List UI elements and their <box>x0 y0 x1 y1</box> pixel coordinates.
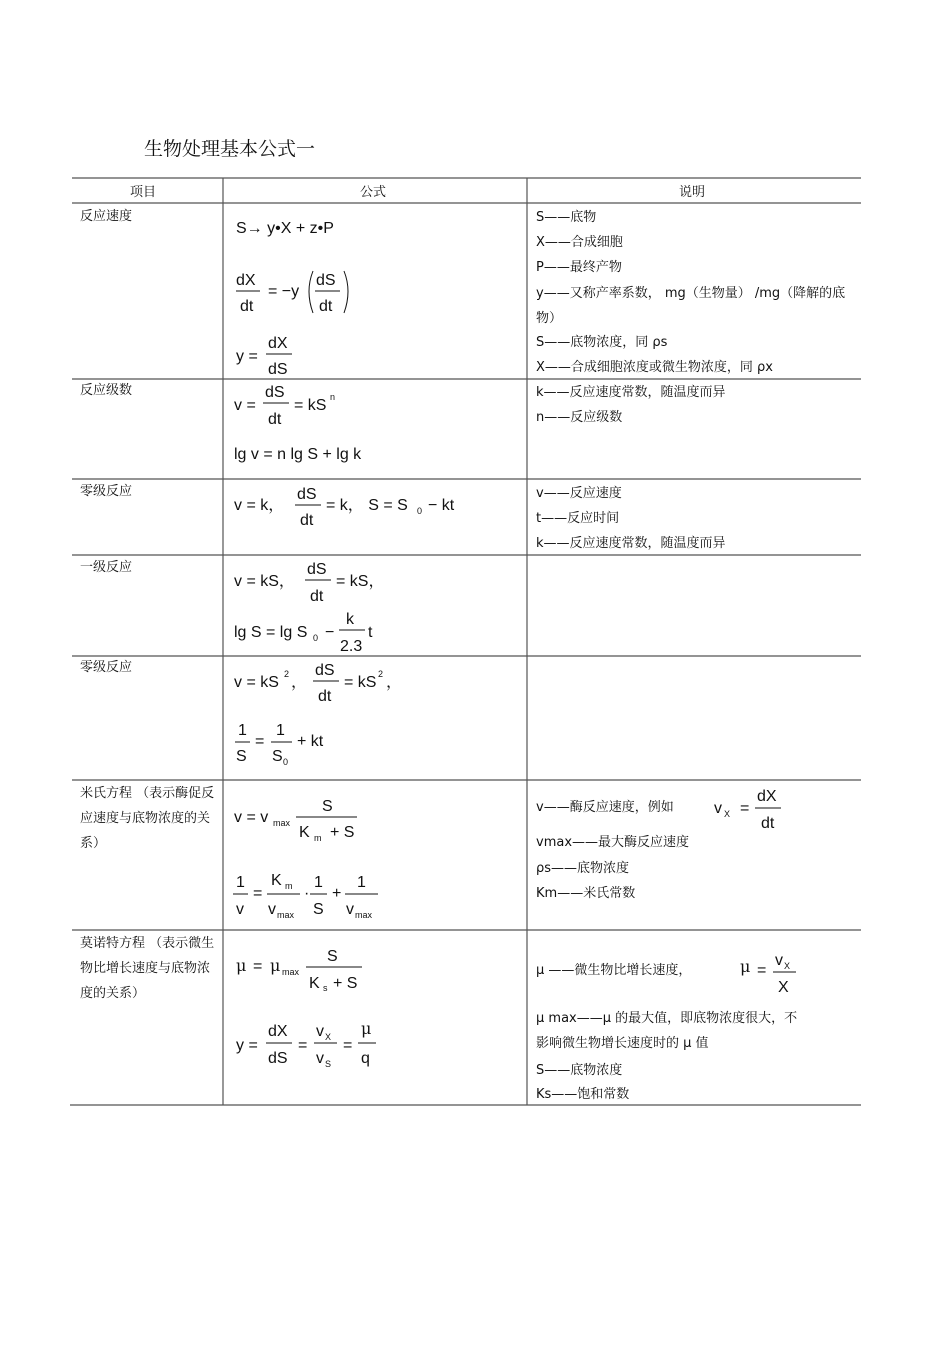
note-cells: X——合成细胞 <box>536 235 623 250</box>
svg-text:= kS: = kS <box>344 674 377 691</box>
svg-text:y =: y = <box>236 348 258 365</box>
note-yield: y——又称产率系数， mg（生物量） /mg（降解的底物） <box>536 286 846 326</box>
svg-text:2: 2 <box>378 669 384 679</box>
svg-text:v =: v = <box>234 397 256 414</box>
page-title: 生物处理基本公式一 <box>144 138 316 160</box>
svg-text:v: v <box>316 1050 324 1067</box>
formula-log-order: lg v = n lg S + lg k <box>234 446 362 463</box>
svg-text:+: + <box>332 885 342 902</box>
note-mu-max-cont: 影响微生物增长速度时的 μ 值 <box>536 1036 709 1051</box>
note-rate: v——反应速度 <box>536 486 622 501</box>
svg-text:dt: dt <box>319 298 333 315</box>
svg-text:S: S <box>272 748 283 765</box>
svg-text:，: ， <box>291 674 308 691</box>
svg-text:dX: dX <box>236 272 256 289</box>
svg-text:X: X <box>724 809 731 819</box>
svg-text:X: X <box>778 979 789 996</box>
header-formula: 公式 <box>360 185 387 200</box>
svg-text:dS: dS <box>265 384 285 401</box>
svg-text:+ S: + S <box>333 975 358 992</box>
svg-text:+ kt: + kt <box>297 733 324 750</box>
formula-substrate-reaction: S→ y•X + z•P <box>236 220 334 237</box>
note-order: n——反应级数 <box>536 410 623 425</box>
svg-text:max: max <box>355 910 373 920</box>
svg-text:dS: dS <box>307 561 327 578</box>
svg-text:+ S: + S <box>330 824 355 841</box>
header-note: 说明 <box>679 185 706 200</box>
note-substrate-conc-2: ρs——底物浓度 <box>536 861 630 876</box>
svg-text:K: K <box>271 872 282 889</box>
svg-text:0: 0 <box>283 757 289 767</box>
svg-text:μ: μ <box>361 1019 372 1038</box>
svg-text:m: m <box>314 833 322 843</box>
svg-text:v: v <box>346 901 354 918</box>
svg-text:K: K <box>299 824 310 841</box>
svg-text:=: = <box>255 733 265 750</box>
svg-text:max: max <box>277 910 295 920</box>
svg-text:m: m <box>285 881 293 891</box>
svg-text:S: S <box>236 748 247 765</box>
svg-text:·: · <box>304 885 310 902</box>
note-substrate-conc-3: S——底物浓度 <box>536 1063 623 1078</box>
svg-text:=: = <box>343 1037 353 1054</box>
svg-text:2.3: 2.3 <box>340 638 363 655</box>
svg-text:0: 0 <box>313 633 319 643</box>
note-km: Km——米氏常数 <box>536 886 636 901</box>
svg-text:= k， S = S: = k， S = S <box>326 497 408 514</box>
note-product: P——最终产物 <box>536 260 622 275</box>
svg-text:μ: μ <box>236 956 247 975</box>
svg-text:lg S = lg S: lg S = lg S <box>234 624 308 641</box>
svg-text:，: ， <box>386 674 403 691</box>
svg-text:=: = <box>757 962 767 979</box>
note-substrate-conc: S——底物浓度，同 ρs <box>536 335 668 350</box>
svg-text:=: = <box>253 885 263 902</box>
svg-text:dX: dX <box>268 335 288 352</box>
item-zero-order: 零级反应 <box>80 484 133 499</box>
note-time: t——反应时间 <box>536 511 620 526</box>
svg-text:dt: dt <box>761 815 775 832</box>
svg-text:dS: dS <box>297 486 317 503</box>
svg-text:v = kS，: v = kS， <box>234 573 295 590</box>
svg-text:μ: μ <box>270 956 281 975</box>
svg-text:μ: μ <box>740 957 751 976</box>
svg-text:dX: dX <box>268 1023 288 1040</box>
item-michaelis: 米氏方程 （表示酶促反应速度与底物浓度的关系） <box>80 786 215 851</box>
svg-text:=: = <box>253 958 263 975</box>
svg-text:q: q <box>361 1050 370 1067</box>
header-item: 项目 <box>130 185 157 200</box>
item-monod: 莫诺特方程 （表示微生物比增长速度与底物浓度的关系） <box>80 936 215 1001</box>
note-rate-constant: k——反应速度常数，随温度而异 <box>536 385 726 400</box>
svg-text:v: v <box>775 952 783 969</box>
note-substrate: S——底物 <box>536 210 597 225</box>
svg-text:X: X <box>325 1032 332 1042</box>
svg-text:2: 2 <box>284 669 290 679</box>
svg-text:dt: dt <box>268 411 282 428</box>
svg-text:v: v <box>316 1023 324 1040</box>
svg-text:v: v <box>236 901 244 918</box>
item-first-order: 一级反应 <box>80 560 133 575</box>
note-mu-max: μ max——μ 的最大值，即底物浓度很大，不 <box>536 1011 798 1026</box>
svg-text:− kt: − kt <box>428 497 455 514</box>
svg-text:dt: dt <box>318 688 332 705</box>
svg-text:1: 1 <box>276 722 285 739</box>
svg-text:= kS，: = kS， <box>336 573 385 590</box>
svg-text:v: v <box>714 800 722 817</box>
svg-text:k: k <box>346 611 354 628</box>
note-ks: Ks——饱和常数 <box>536 1087 630 1102</box>
svg-text:S: S <box>313 901 324 918</box>
svg-text:v = kS: v = kS <box>234 674 279 691</box>
note-vmax: vmax——最大酶反应速度 <box>536 835 690 850</box>
svg-text:= kS: = kS <box>294 397 327 414</box>
svg-text:0: 0 <box>417 506 423 516</box>
item-reaction-rate: 反应速度 <box>80 209 133 224</box>
svg-text:1: 1 <box>357 874 366 891</box>
svg-text:K: K <box>309 975 320 992</box>
note-rate-constant-2: k——反应速度常数，随温度而异 <box>536 536 726 551</box>
svg-text:S: S <box>322 798 333 815</box>
svg-text:−: − <box>325 624 335 641</box>
svg-text:S: S <box>327 948 338 965</box>
svg-text:max: max <box>282 967 300 977</box>
svg-text:S: S <box>325 1059 332 1069</box>
note-specific-growth: μ ——微生物比增长速度， <box>536 963 692 978</box>
svg-text:= −y: = −y <box>268 283 300 300</box>
svg-text:max: max <box>273 818 291 828</box>
svg-text:1: 1 <box>314 874 323 891</box>
svg-text:dt: dt <box>310 588 324 605</box>
item-reaction-order: 反应级数 <box>80 383 133 398</box>
svg-text:dS: dS <box>315 662 335 679</box>
note-cell-conc: X——合成细胞浓度或微生物浓度，同 ρx <box>536 360 773 375</box>
svg-text:t: t <box>368 624 373 641</box>
svg-text:=: = <box>740 800 750 817</box>
svg-text:1: 1 <box>236 874 245 891</box>
note-enzyme-rate: v——酶反应速度，例如 <box>536 800 674 815</box>
svg-text:v = v: v = v <box>234 809 269 826</box>
svg-text:s: s <box>323 983 328 993</box>
svg-text:dS: dS <box>316 272 336 289</box>
svg-text:=: = <box>298 1037 308 1054</box>
svg-text:dX: dX <box>757 788 777 805</box>
svg-text:X: X <box>784 961 791 971</box>
svg-text:dt: dt <box>240 298 254 315</box>
svg-text:n: n <box>330 392 336 402</box>
item-second-zero-order: 零级反应 <box>80 660 133 675</box>
svg-text:dt: dt <box>300 512 314 529</box>
svg-text:1: 1 <box>238 722 247 739</box>
svg-text:dS: dS <box>268 1050 288 1067</box>
svg-text:dS: dS <box>268 361 288 378</box>
svg-text:v: v <box>268 901 276 918</box>
svg-text:y =: y = <box>236 1037 258 1054</box>
svg-text:v = k，: v = k， <box>234 497 285 514</box>
